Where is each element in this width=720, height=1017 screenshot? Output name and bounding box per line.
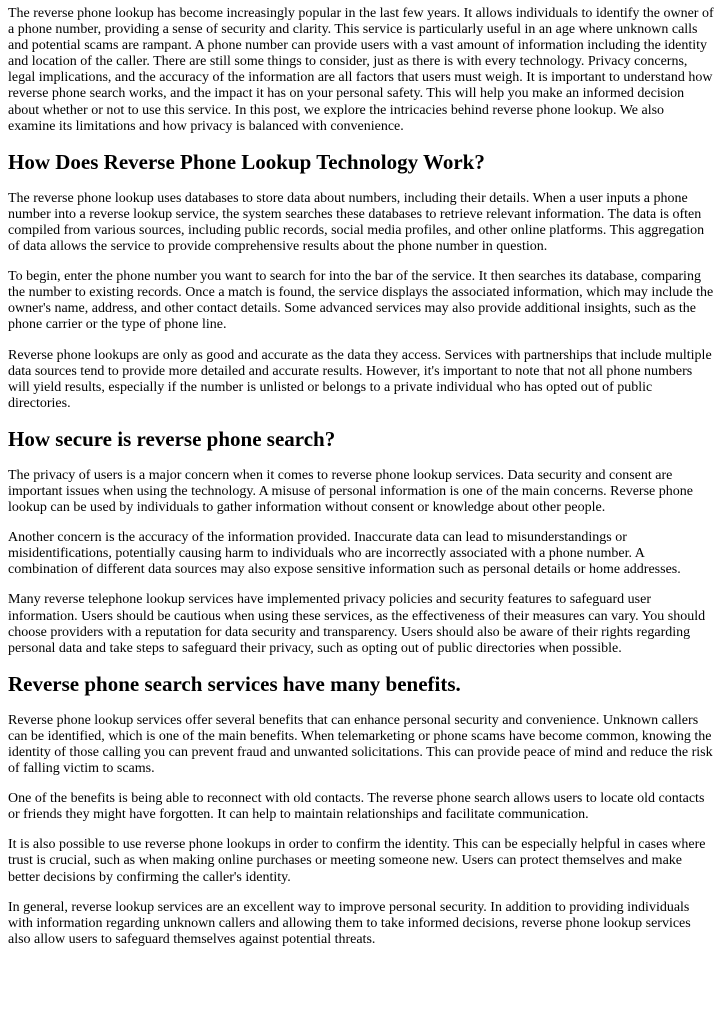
section-benefits — [8, 671, 714, 948]
section-heading: How secure is reverse phone search? — [8, 426, 336, 451]
body-paragraph: The privacy of users is a major concern when it comes to reverse phone lookup services. Data security and consent are important issues when using the technology. A misuse of personal information is one of the main concerns. Reverse phone lookup can be used by individuals to gather information without consent or knowledge about other people. — [8, 467, 693, 516]
body-paragraph: Reverse phone lookup services offer several benefits that can enhance personal security and convenience. Unknown callers can be identified, which is one of the main benefits. When telemarketing or phone scams have become common, knowing the identity of those calling you can prevent fraud and unwanted solicitations. This can provide peace of mind and reduce the risk of falling victim to scams. — [8, 712, 713, 777]
body-paragraph: One of the benefits is being able to reconnect with old contacts. The reverse phone search allows users to locate old contacts or friends they might have forgotten. It can help to maintain relationships and facilitate communication. — [8, 791, 705, 823]
section-security — [8, 426, 714, 657]
intro-paragraph: The reverse phone lookup has become increasingly popular in the last few years. It allows individuals to identify the owner of a phone number, providing a sense of security and clarity. This service is particularly useful in an age where unknown calls and potential scams are rampant. A phone number can provide users with a vast amount of information including the identity and location of the caller. There are still some things to consider, just as there is with every technology. Privacy concerns, legal implications, and the accuracy of the information are all factors that users must weigh. It is important to understand how reverse phone search works, and the impact it has on your personal safety. This will help you make an informed decision about whether or not to use this service. In this post, we explore the intricacies behind reverse phone lookup. We also examine its limitations and how privacy is balanced with convenience. — [8, 6, 714, 134]
section-heading: How Does Reverse Phone Lookup Technology Work? — [8, 149, 485, 174]
body-paragraph: In general, reverse lookup services are an excellent way to improve personal security. In addition to providing individuals with information regarding unknown callers and allowing them to take informed decisions, reverse phone lookup services also allow users to safeguard themselves against potential threats. — [8, 899, 691, 947]
body-paragraph: Reverse phone lookups are only as good and accurate as the data they access. Services with partnerships that include multiple data sources tend to provide more detailed and accurate results. However, it's important to note that not all phone numbers will yield results, especially if the number is unlisted or belongs to a private individual who has opted out of public directories. — [8, 347, 712, 411]
section-how-it-works — [8, 149, 714, 412]
body-paragraph: Another concern is the accuracy of the information provided. Inaccurate data can lead to misunderstandings or misidentifications, potentially causing harm to individuals who are incorrectly associated with a phone number. A combination of different data sources may also expose sensitive information such as personal details or home addresses. — [8, 530, 681, 578]
section-heading: Reverse phone search services have many benefits. — [8, 671, 461, 696]
body-paragraph: Many reverse telephone lookup services have implemented privacy policies and security features to safeguard user information. Users should be cautious when using these services, as the effectiveness of their measures can vary. You should choose providers with a reputation for data security and transparency. Users should also be aware of their rights regarding personal data and take steps to safeguard their privacy, such as opting out of public directories when possible. — [8, 592, 706, 656]
body-paragraph: It is also possible to use reverse phone lookups in order to confirm the identity. This can be especially helpful in cases where trust is crucial, such as when making online purchases or meeting someone new. Users can protect themselves and make better decisions by confirming the caller's identity. — [8, 837, 706, 885]
body-paragraph: To begin, enter the phone number you want to search for into the bar of the service. It then searches its database, comparing the number to existing records. Once a match is found, the service displays the associated information, which may include the owner's name, address, and other contact details. Some advanced services may also provide additional insights, such as the phone carrier or the type of phone line. — [8, 269, 714, 333]
body-paragraph: The reverse phone lookup uses databases to store data about numbers, including their details. When a user inputs a phone number into a reverse lookup service, the system searches these databases to retrieve relevant information. The data is often compiled from various sources, including public records, social media profiles, and other online platforms. This aggregation of data allows the service to provide comprehensive results about the phone number in question. — [8, 190, 705, 255]
